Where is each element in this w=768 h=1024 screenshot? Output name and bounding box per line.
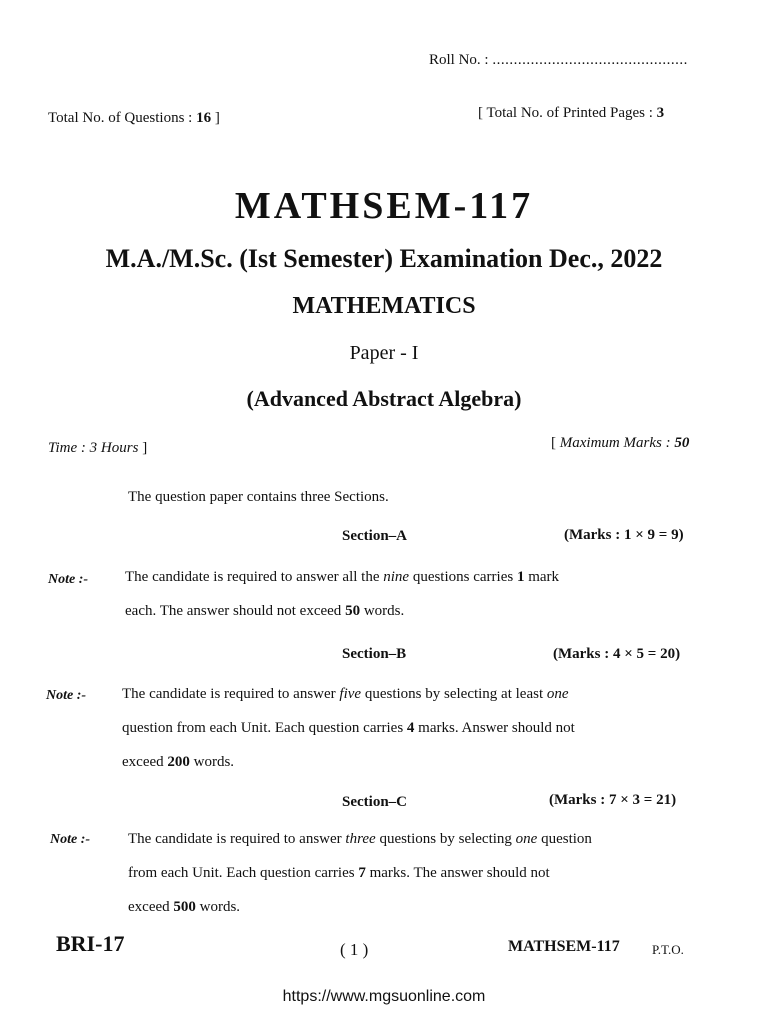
roll-number-field bbox=[429, 52, 688, 69]
text-run: exceed bbox=[128, 899, 174, 915]
section-a-marks: (Marks : 1 × 9 = 9) bbox=[564, 527, 684, 543]
please-turn-over: P.T.O. bbox=[652, 942, 684, 957]
strong: 4 bbox=[406, 720, 415, 736]
section-c-marks: (Marks : 7 × 3 = 21) bbox=[549, 792, 677, 808]
total-pages-open: [ bbox=[478, 105, 483, 121]
exam-name: M.A./M.Sc. (Ist Semester) Examination Dec., 2022 bbox=[105, 244, 663, 273]
strong: 200 bbox=[167, 754, 190, 770]
section-a-note-label: Note :- bbox=[48, 572, 89, 587]
emphasis: nine bbox=[383, 569, 410, 585]
section-b-note-line bbox=[122, 711, 575, 745]
text-run: The candidate is required to answer bbox=[128, 831, 346, 847]
paper-code-title: MATHSEM-117 bbox=[234, 185, 534, 227]
time-bracket: ] bbox=[142, 440, 148, 456]
emphasis: five bbox=[339, 686, 362, 702]
total-questions-label: Total No. of Questions : bbox=[48, 110, 193, 126]
footer-right-code: MATHSEM-117 bbox=[508, 938, 620, 955]
text-run: questions by selecting bbox=[375, 831, 516, 847]
emphasis: one bbox=[546, 686, 569, 702]
roll-number-label: Roll No. : bbox=[429, 52, 489, 68]
time-text: Time : 3 Hours bbox=[48, 440, 139, 456]
text-run: question from each Unit. Each question carries bbox=[122, 720, 407, 736]
section-a-title: Section–A bbox=[342, 528, 407, 544]
website-url: https://www.mgsuonline.com bbox=[282, 988, 486, 1005]
text-run: words. bbox=[189, 754, 235, 770]
text-run: mark bbox=[524, 569, 560, 585]
footer-left-code: BRI-17 bbox=[56, 931, 125, 956]
text-run: The candidate is required to answer all the bbox=[125, 569, 384, 585]
max-marks-label: Maximum Marks : bbox=[559, 435, 671, 451]
total-pages-label: Total No. of Printed Pages : bbox=[486, 105, 653, 121]
section-c-note bbox=[128, 822, 592, 924]
maximum-marks bbox=[551, 435, 689, 452]
total-pages-value: 3 bbox=[656, 105, 665, 121]
text-run: questions by selecting at least bbox=[361, 686, 547, 702]
section-c-note-label: Note :- bbox=[50, 832, 91, 847]
section-b-note-line bbox=[122, 677, 575, 711]
roll-number-blank: .............................................. bbox=[492, 52, 688, 68]
section-b-note-line bbox=[122, 745, 575, 779]
text-run: words. bbox=[195, 899, 241, 915]
total-printed-pages bbox=[478, 105, 664, 122]
text-run: questions carries bbox=[409, 569, 517, 585]
total-questions-value: 16 bbox=[196, 110, 212, 126]
section-c-note-line bbox=[128, 856, 592, 890]
text-run: marks. Answer should not bbox=[414, 720, 575, 736]
strong: 50 bbox=[345, 603, 361, 619]
text-run: The candidate is required to answer bbox=[122, 686, 340, 702]
strong: 1 bbox=[516, 569, 525, 585]
text-run: question bbox=[537, 831, 592, 847]
paper-title: (Advanced Abstract Algebra) bbox=[246, 386, 522, 411]
section-c-note-line bbox=[128, 822, 592, 856]
text-run: each. The answer should not exceed bbox=[125, 603, 346, 619]
text-run: exceed bbox=[122, 754, 168, 770]
paper-number: Paper - I bbox=[349, 342, 419, 364]
section-b-marks: (Marks : 4 × 5 = 20) bbox=[553, 646, 681, 662]
instructions-intro: The question paper contains three Sections. bbox=[128, 489, 389, 505]
section-b-note bbox=[122, 677, 575, 779]
text-run: from each Unit. Each question carries bbox=[128, 865, 359, 881]
emphasis: one bbox=[515, 831, 538, 847]
subject-name: MATHEMATICS bbox=[292, 293, 476, 319]
max-marks-bracket: [ bbox=[551, 435, 556, 451]
section-a-note bbox=[125, 560, 559, 628]
total-questions-close: ] bbox=[214, 110, 220, 126]
total-questions bbox=[48, 110, 220, 127]
section-a-note-line bbox=[125, 594, 559, 628]
section-c-title: Section–C bbox=[342, 794, 407, 810]
section-c-note-line bbox=[128, 890, 592, 924]
section-a-note-line bbox=[125, 560, 559, 594]
time-allowed bbox=[48, 440, 147, 457]
page-number: ( 1 ) bbox=[340, 940, 369, 959]
text-run: marks. The answer should not bbox=[365, 865, 550, 881]
strong: 7 bbox=[358, 865, 366, 881]
strong: 500 bbox=[173, 899, 196, 915]
section-b-title: Section–B bbox=[342, 646, 407, 662]
text-run: words. bbox=[360, 603, 405, 619]
emphasis: three bbox=[345, 831, 376, 847]
max-marks-value: 50 bbox=[674, 435, 690, 451]
section-b-note-label: Note :- bbox=[46, 688, 87, 703]
